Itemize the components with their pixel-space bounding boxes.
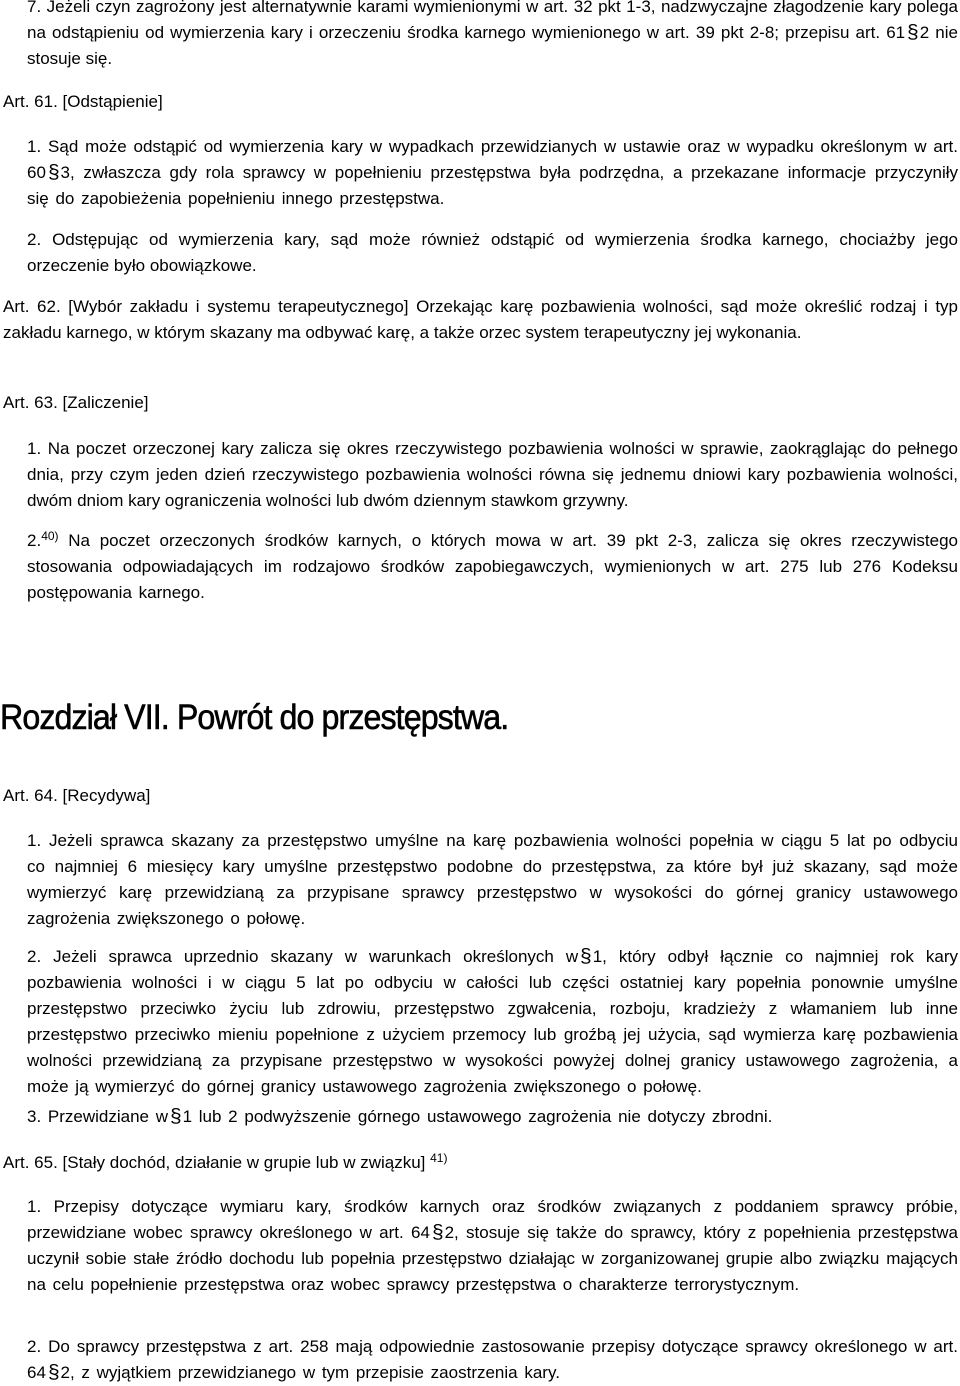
art-61-par-1-text: 1. Sąd może odstąpić od wymierzenia kary w wypadkach przewidzianych w ustawie oraz w wypadku określonym w art. 60 [27, 137, 958, 182]
art-65-title [3, 1150, 958, 1176]
section-sign-icon: § [47, 1362, 60, 1383]
paragraph-7 [3, 0, 958, 72]
art-65-par-1-tail: 2, stosuje się także do sprawcy, który z popełnienia przestępstwa uczynił sobie stałe źródło dochodu lub popełnia przestępstwo działając w zorganizowanej grupie albo związku mających na celu popełnienie przestępstwa oraz wobec sprawcy przestępstwa o charakterze terrorystycznym. [27, 1223, 958, 1294]
art-64-par-2-text: 2. Jeżeli sprawca uprzednio skazany w warunkach określonych w [27, 947, 579, 966]
art-64-par-1 [3, 828, 958, 932]
art-64-par-1-text: 1. Jeżeli sprawca skazany za przestępstwo umyślne na karę pozbawienia wolności popełnia w ciągu 5 lat po odbyciu co najmniej 6 miesięcy kary umyślne przestępstwo podobne do przestępstwa, za które był już skazany, sąd może wymierzyć karę przewidzianą za przypisane sprawcy przestępstwo w wysokości do górnej granicy ustawowego zagrożenia zwiększonego o połowę. [27, 831, 958, 928]
art-64-par-3-text: 3. Przewidziane w [27, 1107, 169, 1126]
art-61-title [3, 89, 958, 115]
art-65-par-2-tail: 2, z wyjątkiem przewidzianego w tym przepisie zaostrzenia kary. [60, 1363, 560, 1382]
art-62-text: Art. 62. [Wybór zakładu i systemu terapeutycznego] Orzekając karę pozbawienia wolności, sąd może określić rodzaj i typ zakładu karnego, w którym skazany ma odbywać karę, a także orzec system terapeutyczny jej wykonania. [3, 297, 958, 342]
art-63-par-1 [3, 436, 958, 514]
paragraph-7-text: 7. Jeżeli czyn zagrożony jest alternatywnie karami wymienionymi w art. 32 pkt 1-3, nadzwyczajne złagodzenie kary polega na odstąpieniu od wymierzenia kary i orzeczeniu środka karnego wymienionego w art. 39 pkt 2-8; przepisu art. 61 [27, 0, 958, 42]
section-sign-icon: § [431, 1222, 444, 1243]
art-61-heading: Art. 61. [Odstąpienie] [3, 92, 163, 111]
art-63-par-2-number: 2. [27, 531, 42, 550]
art-64-par-3-tail: 1 lub 2 podwyższenie górnego ustawowego zagrożenia nie dotyczy zbrodni. [182, 1107, 773, 1126]
art-61-par-2 [3, 227, 958, 279]
art-65-par-1 [3, 1194, 958, 1298]
section-sign-icon: § [907, 22, 919, 43]
art-61-par-1-tail: 3, zwłaszcza gdy rola sprawcy w popełnieniu przestępstwa była podrzędna, a przekazane informacje przyczyniły się do zapobieżenia popełnieniu innego przestępstwa. [27, 163, 958, 208]
chapter-heading: Rozdział VII. Powrót do przestępstwa. [0, 698, 509, 737]
art-63-par-2-text: Na poczet orzeczonych środków karnych, o których mowa w art. 39 pkt 2-3, zalicza się okres rzeczywistego stosowania odpowiadających im rodzajowo środków zapobiegawczych, wymienionych w art. 275 lub 276 Kodeksu postępowania karnego. [27, 531, 958, 602]
art-61-par-2-text: 2. Odstępując od wymierzenia kary, sąd może również odstąpić od wymierzenia środka karnego, chociażby jego orzeczenie było obowiązkowe. [27, 230, 958, 275]
section-sign-icon: § [580, 946, 592, 967]
art-65-par-2-text: 2. Do sprawcy przestępstwa z art. 258 mają odpowiednie zastosowanie przepisy dotyczące sprawcy określonego w art. 64 [27, 1337, 958, 1382]
art-64-title [3, 783, 958, 809]
art-63-par-1-text: 1. Na poczet orzeczonej kary zalicza się okres rzeczywistego pozbawienia wolności w sprawie, zaokrąglając do pełnego dnia, przy czym jeden dzień rzeczywistego pozbawienia wolności równa się jednemu dniowi kary pozbawienia wolności, dwóm dniom kary ograniczenia wolności lub dwóm dziennym stawkom grzywny. [27, 439, 958, 510]
art-63-par-2 [3, 528, 958, 606]
art-64-par-2 [3, 944, 958, 1100]
art-63-title [3, 390, 958, 416]
art-62 [3, 294, 958, 346]
art-65-par-2 [3, 1334, 958, 1386]
art-65-par-1-text: 1. Przepisy dotyczące wymiaru kary, środków karnych oraz środków związanych z poddaniem sprawcy próbie, przewidziane wobec sprawcy określonego w art. 64 [27, 1197, 958, 1242]
art-64-par-2-tail: 1, który odbył łącznie co najmniej rok kary pozbawienia wolności i w ciągu 5 lat po odbyciu w całości lub części ostatniej kary popełnia ponownie umyślne przestępstwo przeciwko życiu lub zdrowiu, przestępstwo zgwałcenia, rozboju, kradzieży z włamaniem lub inne przestępstwo przeciwko mieniu popełnione z użyciem przemocy lub groźbą jej użycia, sąd wymierza karę pozbawienia wolności przewidzianą za przypisane przestępstwo w wysokości powyżej dolnej granicy ustawowego zagrożenia, a może ją wymierzyć do górnej granicy ustawowego zagrożenia zwiększonego o połowę. [27, 947, 958, 1096]
footnote-41-ref[interactable]: 41) [430, 1151, 448, 1165]
art-65-heading: Art. 65. [Stały dochód, działanie w grupie lub w związku] [3, 1153, 426, 1172]
footnote-40-ref[interactable]: 40) [41, 529, 59, 543]
art-64-par-3 [3, 1104, 958, 1130]
section-sign-icon: § [47, 162, 60, 183]
art-63-heading: Art. 63. [Zaliczenie] [3, 393, 149, 412]
paragraph-7-tail: 2 nie stosuje się. [27, 23, 958, 68]
art-64-heading: Art. 64. [Recydywa] [3, 786, 151, 805]
art-61-par-1 [3, 134, 958, 212]
section-sign-icon: § [170, 1106, 182, 1127]
